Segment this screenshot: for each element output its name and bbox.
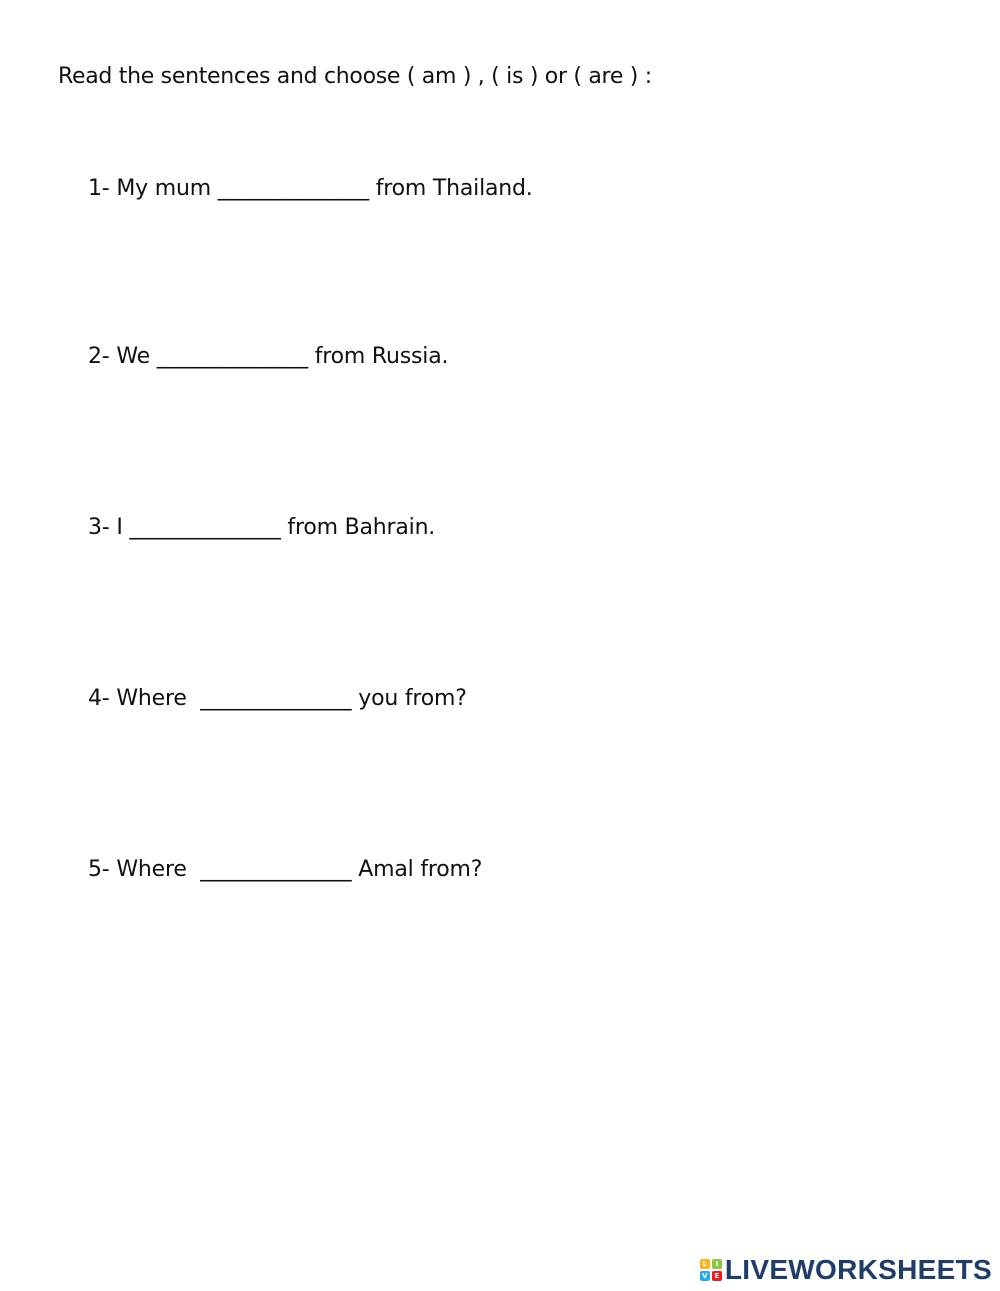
answer-blank-1[interactable]: ______________ — [217, 176, 369, 201]
logo-tile-i: I — [712, 1259, 722, 1269]
logo-wordmark: LIVEWORKSHEETS — [724, 1254, 992, 1285]
question-4 — [88, 686, 467, 711]
question-1-suffix: from Thailand. — [368, 176, 533, 201]
answer-blank-3[interactable]: ______________ — [129, 515, 281, 540]
question-4-prefix: 4- Where — [88, 686, 201, 711]
question-1-prefix: 1- My mum — [88, 176, 218, 201]
liveworksheets-logo-icon — [700, 1259, 722, 1281]
question-3-suffix: from Bahrain. — [280, 515, 436, 540]
question-2-suffix: from Russia. — [307, 344, 449, 369]
logo-tile-v: V — [700, 1271, 710, 1281]
question-5-suffix: Amal from? — [351, 857, 483, 882]
question-3-prefix: 3- I — [88, 515, 130, 540]
answer-blank-5[interactable]: ______________ — [200, 857, 352, 882]
logo-tile-l: L — [700, 1259, 710, 1269]
question-4-suffix: you from? — [351, 686, 467, 711]
liveworksheets-logo — [700, 1255, 992, 1285]
instruction-text: Read the sentences and choose ( am ) , ( is ) or ( are ) : — [58, 64, 652, 89]
question-5 — [88, 857, 482, 882]
question-5-prefix: 5- Where — [88, 857, 201, 882]
question-2 — [88, 344, 448, 369]
answer-blank-4[interactable]: ______________ — [200, 686, 352, 711]
logo-tile-e: E — [712, 1271, 722, 1281]
question-1 — [88, 176, 533, 201]
question-2-prefix: 2- We — [88, 344, 157, 369]
question-3 — [88, 515, 435, 540]
answer-blank-2[interactable]: ______________ — [156, 344, 308, 369]
